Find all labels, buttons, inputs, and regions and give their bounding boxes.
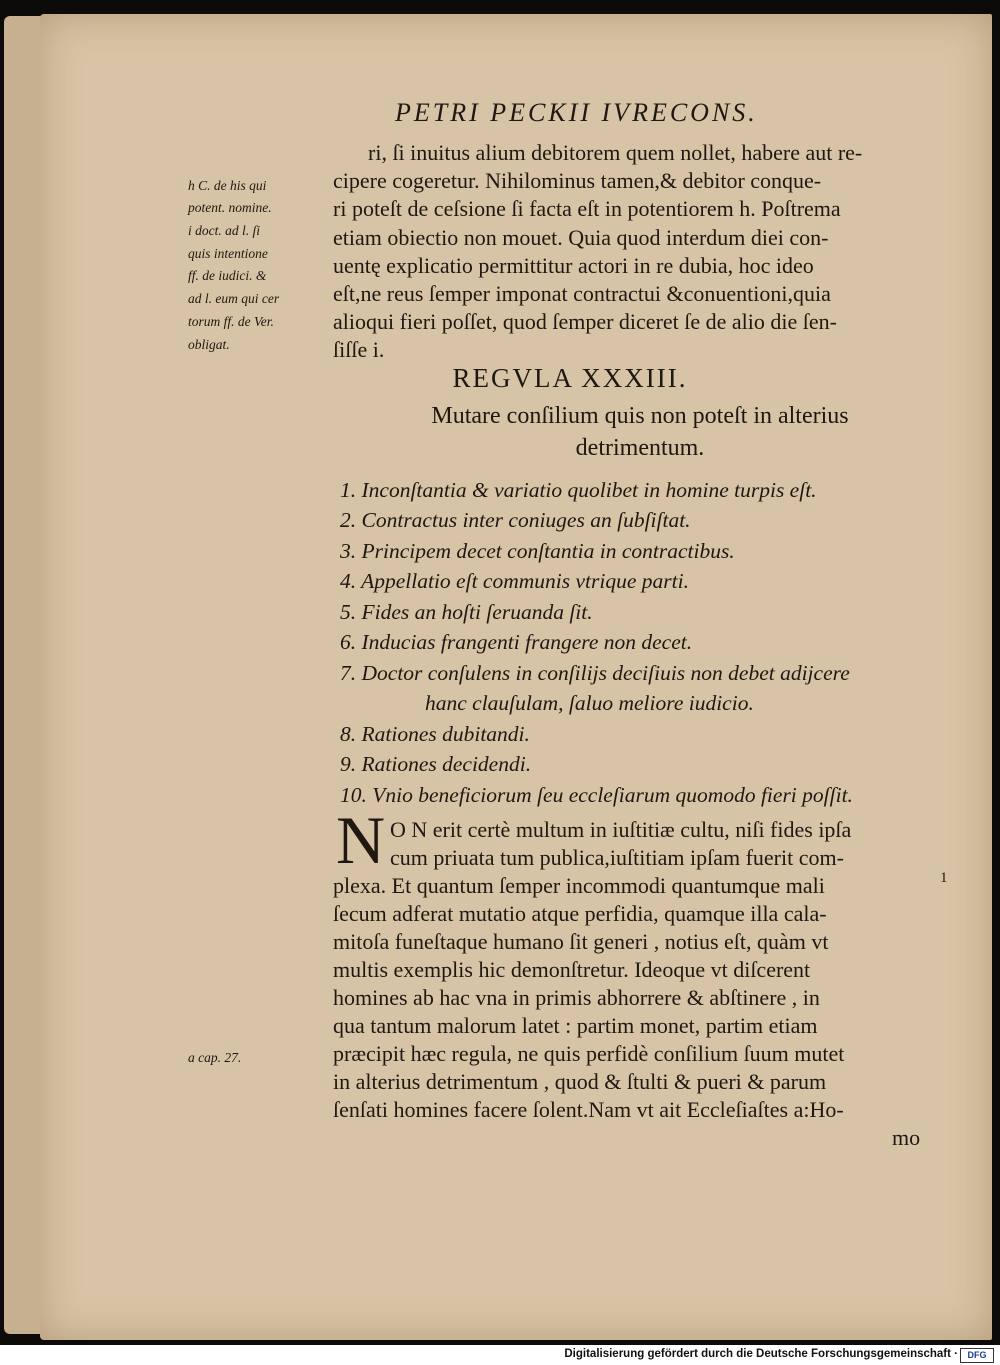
body-line: ri poteſt de ceſsione ſi facta eſt in potentiorem h. Poſtrema xyxy=(333,196,841,221)
summary-item: 4. Appellatio eſt communis vtrique parti. xyxy=(340,569,689,593)
body-line: præcipit hæc regula, ne quis perfidè conſilium ſuum mutet xyxy=(333,1041,845,1066)
margin-note: ff. de iudici. & xyxy=(188,268,267,283)
body-line: cum priuata tum publica,iuſtitiam ipſam fuerit com- xyxy=(390,845,844,870)
body-line: O N erit certè multum in iuſtitiæ cultu, niſi fides ipſa xyxy=(390,817,852,842)
body-line: alioqui fieri poſſet, quod ſemper diceret ſe de alio die ſen- xyxy=(333,309,837,334)
summary-item: hanc clauſulam, ſaluo meliore iudicio. xyxy=(425,691,754,715)
summary-item: 2. Contractus inter coniuges an ſubſiſtat. xyxy=(340,508,691,532)
running-header: PETRI PECKII IVRECONS. xyxy=(395,98,758,127)
summary-item: 9. Rationes decidendi. xyxy=(340,752,532,776)
body-line: mitoſa funeſtaque humano ſit generi , notius eſt, quàm vt xyxy=(333,929,829,954)
summary-item: 3. Principem decet conſtantia in contractibus. xyxy=(340,539,735,563)
summary-item: 1. Inconſtantia & variatio quolibet in homine turpis eſt. xyxy=(340,478,817,502)
body-line: cipere cogeretur. Nihilominus tamen,& debitor conque- xyxy=(333,168,822,193)
rule-subtitle: detrimentum. xyxy=(575,435,705,461)
rule-title: REGVLA XXXIII. xyxy=(452,363,688,393)
summary-item: 6. Inducias frangenti frangere non decet. xyxy=(340,630,693,654)
dfg-logo: DFG xyxy=(960,1348,994,1363)
margin-note: h C. de his qui xyxy=(188,178,267,193)
margin-note: obligat. xyxy=(188,337,230,352)
summary-item: 5. Fides an hoſti ſeruanda ſit. xyxy=(340,600,593,624)
margin-note: a cap. 27. xyxy=(188,1050,242,1065)
margin-note: quis intentione xyxy=(188,246,268,261)
margin-number: 1 xyxy=(940,870,948,886)
margin-note: torum ff. de Ver. xyxy=(188,314,274,329)
body-line: ſenſati homines facere ſolent.Nam vt ait Eccleſiaſtes a:Ho- xyxy=(333,1097,844,1122)
footer-credit: Digitalisierung gefördert durch die Deutsche Forschungsgemeinschaft · xyxy=(564,1348,958,1360)
rule-subtitle: Mutare conſilium quis non poteſt in alterius xyxy=(431,403,849,429)
body-line: ſecum adferat mutatio atque perfidia, quamque illa cala- xyxy=(333,901,827,926)
summary-item: 10. Vnio beneficiorum ſeu eccleſiarum quomodo fieri poſſit. xyxy=(340,783,853,807)
drop-cap: N xyxy=(336,802,386,878)
body-line: qua tantum malorum latet : partim monet, partim etiam xyxy=(333,1013,818,1038)
body-line: eſt,ne reus ſemper imponat contractui &conuentioni,quia xyxy=(333,281,831,306)
body-line: in alterius detrimentum , quod & ſtulti & pueri & parum xyxy=(333,1069,827,1094)
body-line: uentę explicatio permittitur actori in re dubia, hoc ideo xyxy=(333,253,814,278)
facing-page-edge xyxy=(4,16,42,1334)
body-line: etiam obiectio non mouet. Quia quod interdum diei con- xyxy=(333,225,829,250)
margin-note: i doct. ad l. ſi xyxy=(188,223,260,238)
summary-item: 7. Doctor conſulens in conſilijs deciſiuis non debet adijcere xyxy=(340,661,850,685)
body-line: plexa. Et quantum ſemper incommodi quantumque mali xyxy=(333,873,825,898)
margin-note: ad l. eum qui cer xyxy=(188,291,280,306)
body-line: ri, ſi inuitus alium debitorem quem nollet, habere aut re- xyxy=(368,140,863,165)
body-line: multis exemplis hic demonſtretur. Ideoque vt diſcerent xyxy=(333,957,811,982)
margin-note: potent. nomine. xyxy=(188,200,272,215)
summary-item: 8. Rationes dubitandi. xyxy=(340,722,530,746)
body-line: homines ab hac vna in primis abhorrere & abſtinere , in xyxy=(333,985,820,1010)
body-line: ſiſſe i. xyxy=(333,337,385,362)
catchword: mo xyxy=(892,1125,921,1150)
digitization-footer xyxy=(0,1345,1000,1365)
